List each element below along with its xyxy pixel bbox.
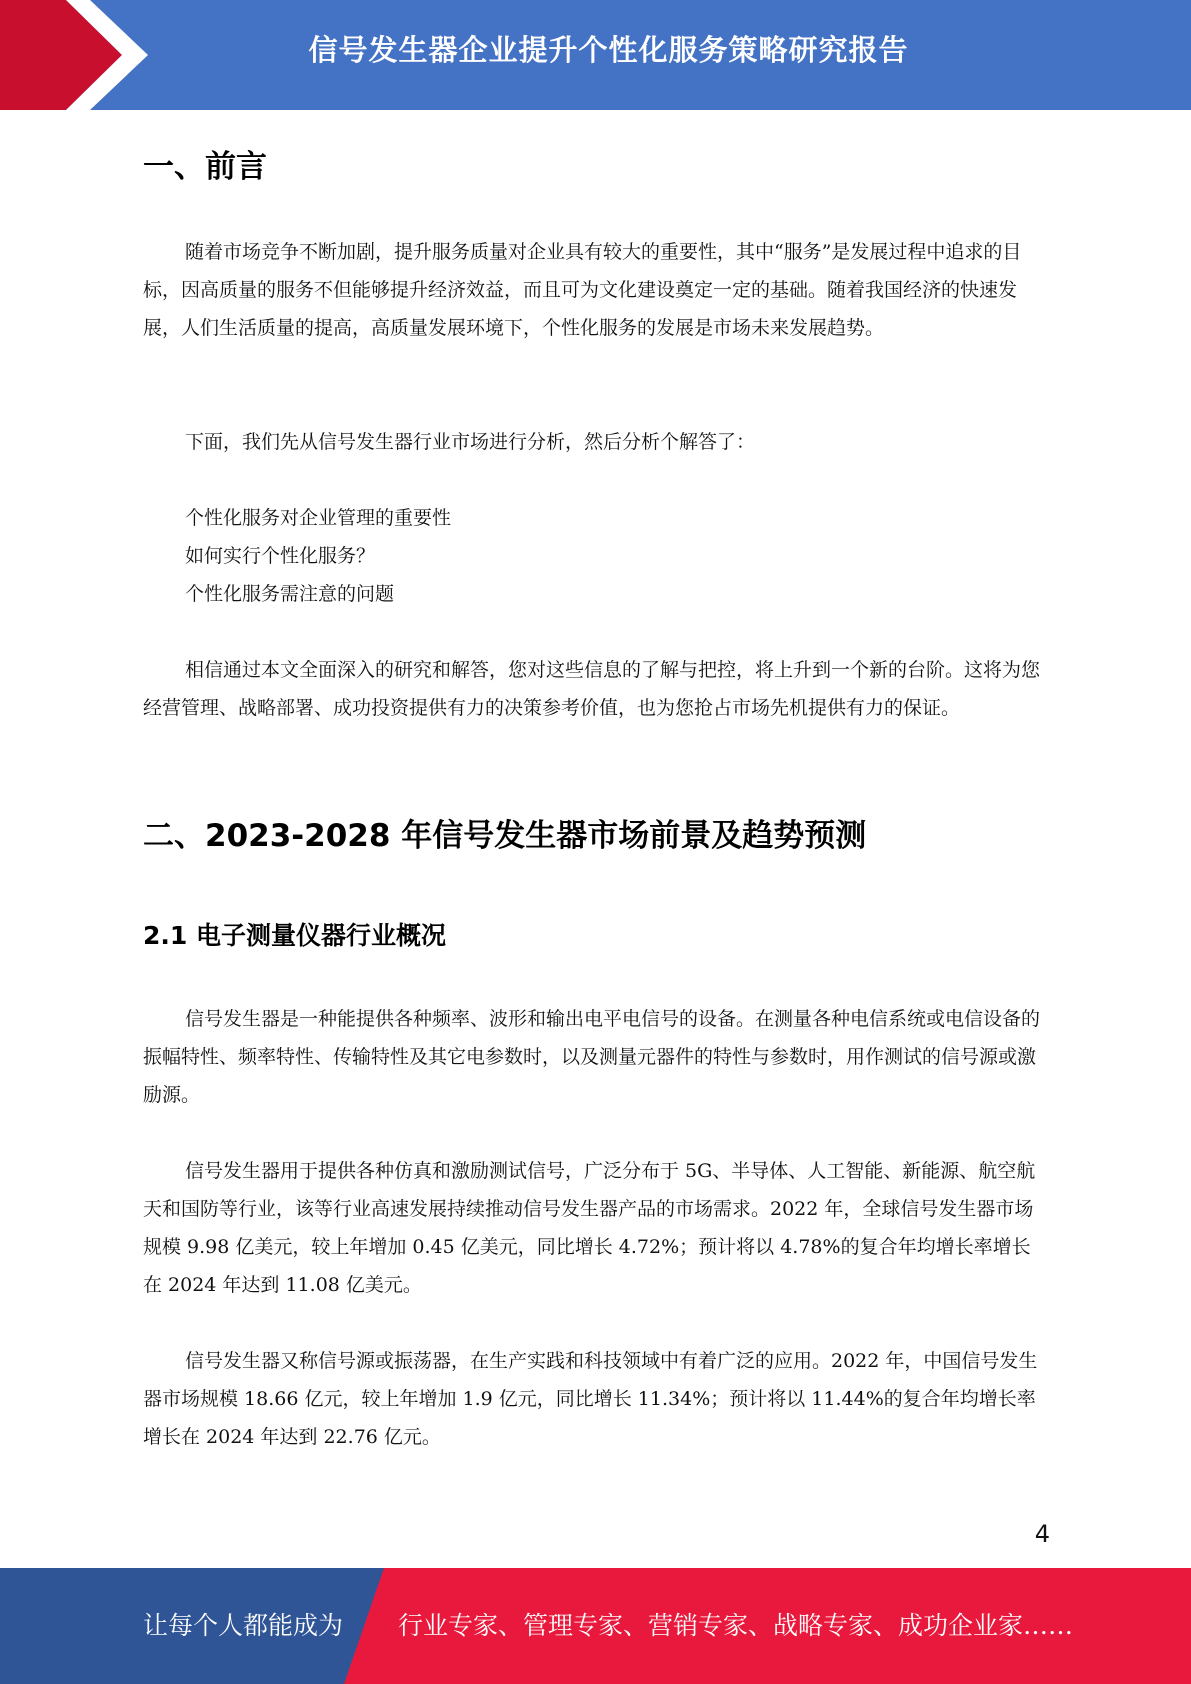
section-heading-preface: 一、前言	[143, 149, 267, 185]
subsection-heading-industry-overview: 2.1 电子测量仪器行业概况	[143, 921, 446, 950]
header-banner	[0, 0, 1191, 110]
preface-paragraph-1: 随着市场竞争不断加剧，提升服务质量对企业具有较大的重要性，其中“服务”是发展过程中追求的目标，因高质量的服务不但能够提升经济效益，而且可为文化建设奠定一定的基础。随着我国经济的快速发展，人们生活质量的提高，高质量发展环境下，个性化服务的发展是市场未来发展趋势。	[143, 241, 1022, 339]
footer-slogan-right: 行业专家、管理专家、营销专家、战略专家、成功企业家……	[398, 1611, 1074, 1640]
overview-paragraph-2: 信号发生器用于提供各种仿真和激励测试信号，广泛分布于 5G、半导体、人工智能、新能源、航空航天和国防等行业，该等行业高速发展持续推动信号发生器产品的市场需求。2022 年，全球信号发生器市场规模 9.98 亿美元，较上年增加 0.45 亿美元，同比增长 4.72%；预计将以 4.78%的复合年均增长率增长在 2024 年达到 11.08 亿美元。	[143, 1160, 1036, 1296]
preface-paragraph-2: 下面，我们先从信号发生器行业市场进行分析，然后分析个解答了：	[185, 431, 756, 453]
list-item: 个性化服务对企业管理的重要性	[185, 507, 452, 529]
list-item: 个性化服务需注意的问题	[185, 583, 395, 605]
footer-banner	[0, 1568, 1191, 1684]
section-heading-market-outlook: 二、2023-2028 年信号发生器市场前景及趋势预测	[143, 818, 867, 854]
preface-paragraph-3: 相信通过本文全面深入的研究和解答，您对这些信息的了解与把控，将上升到一个新的台阶。这将为您经营管理、战略部署、成功投资提供有力的决策参考价值，也为您抢占市场先机提供有力的保证。	[143, 659, 1041, 719]
overview-paragraph-3: 信号发生器又称信号源或振荡器，在生产实践和科技领域中有着广泛的应用。2022 年，中国信号发生器市场规模 18.66 亿元，较上年增加 1.9 亿元，同比增长 11.34%；预计将以 11.44%的复合年均增长率增长在 2024 年达到 22.76 亿元。	[143, 1350, 1038, 1448]
footer-slogan-left: 让每个人都能成为	[143, 1611, 344, 1640]
page-number: 4	[1034, 1520, 1050, 1548]
overview-paragraph-1: 信号发生器是一种能提供各种频率、波形和输出电平电信号的设备。在测量各种电信系统或电信设备的振幅特性、频率特性、传输特性及其它电参数时，以及测量元器件的特性与参数时，用作测试的信号源或激励源。	[143, 1008, 1041, 1106]
list-item: 如何实行个性化服务？	[185, 545, 376, 567]
report-title: 信号发生器企业提升个性化服务策略研究报告	[308, 33, 909, 67]
